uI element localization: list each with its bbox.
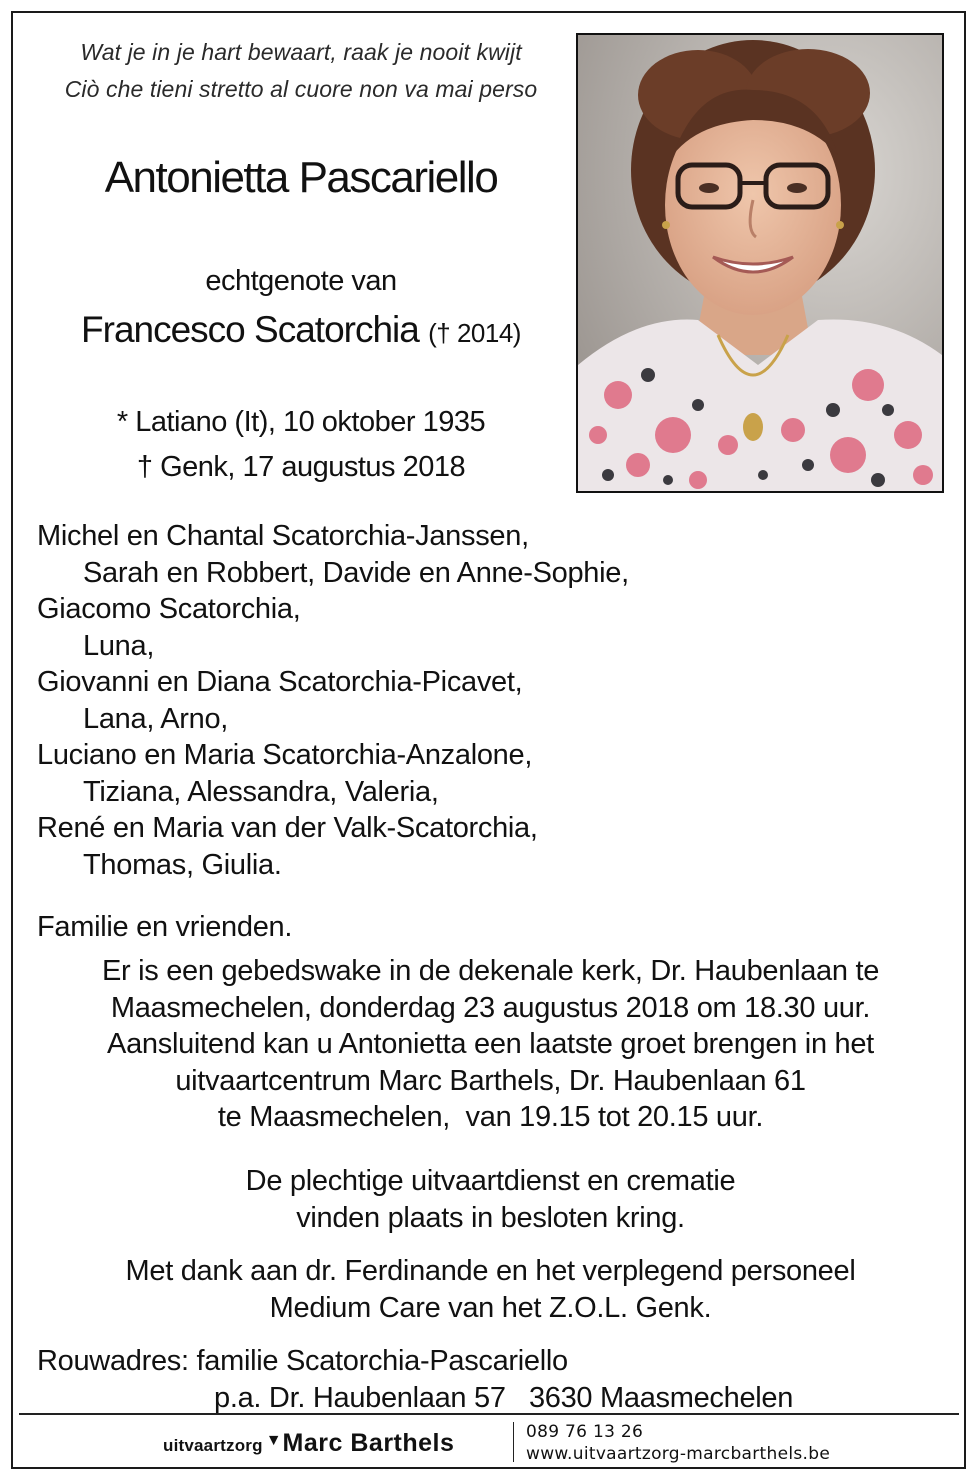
wake-line: te Maasmechelen, van 19.15 tot 20.15 uur. xyxy=(217,1101,764,1133)
phone-number: 089 76 13 26 xyxy=(526,1422,644,1442)
family-line: Giacomo Scatorchia, xyxy=(37,593,301,625)
friends-line: Familie en vrienden. xyxy=(37,911,293,943)
quote-dutch: Wat je in je hart bewaart, raak je nooit kwijt xyxy=(80,39,522,65)
portrait-photo xyxy=(576,33,944,493)
family-line: Luna, xyxy=(83,629,155,662)
service-line: vinden plaats in besloten kring. xyxy=(296,1201,685,1234)
death-info: † Genk, 17 augustus 2018 xyxy=(136,451,466,483)
portrait-photo-icon xyxy=(578,35,942,491)
thanks-line: Met dank aan dr. Ferdinande en het verplegend personeel xyxy=(125,1255,856,1287)
family-line: René en Maria van der Valk-Scatorchia, xyxy=(37,812,538,844)
footer-contact xyxy=(526,1421,830,1465)
wake-line: Maasmechelen, donderdag 23 augustus 2018 om 18.30 uur. xyxy=(110,991,871,1024)
obituary-card xyxy=(11,11,966,1469)
spouse-death-year: († 2014) xyxy=(428,318,521,348)
spouse-label: echtgenote van xyxy=(205,265,397,297)
wake-announcement xyxy=(13,953,966,1136)
funeral-home-logo xyxy=(163,1429,454,1458)
family-line: Thomas, Giulia. xyxy=(83,848,282,881)
family-line: Michel en Chantal Scatorchia-Janssen, xyxy=(37,520,529,552)
footer-divider xyxy=(19,1413,959,1415)
family-list xyxy=(37,518,937,883)
service-line: De plechtige uitvaartdienst en crematie xyxy=(245,1165,736,1197)
mourning-address xyxy=(37,1343,793,1416)
website-link[interactable]: www.uitvaartzorg-marcbarthels.be xyxy=(526,1444,831,1464)
footer-separator xyxy=(513,1422,514,1462)
family-line: Sarah en Robbert, Davide en Anne-Sophie, xyxy=(83,556,629,589)
birth-info: * Latiano (It), 10 oktober 1935 xyxy=(116,406,486,438)
address-line: p.a. Dr. Haubenlaan 57 3630 Maasmechelen xyxy=(214,1381,794,1414)
spouse-name: Francesco Scatorchia xyxy=(81,309,419,350)
address-line: Rouwadres: familie Scatorchia-Pascariello xyxy=(37,1345,568,1377)
family-line: Tiziana, Alessandra, Valeria, xyxy=(83,775,439,808)
brand-name: Marc Barthels xyxy=(282,1429,455,1457)
wake-line: Er is een gebedswake in de dekenale kerk, Dr. Haubenlaan te xyxy=(101,955,880,987)
thanks-line: Medium Care van het Z.O.L. Genk. xyxy=(269,1291,712,1324)
family-line: Luciano en Maria Scatorchia-Anzalone, xyxy=(37,739,533,771)
deceased-name: Antonietta Pascariello xyxy=(104,153,498,202)
thanks-message xyxy=(13,1253,966,1326)
quote-italian: Ciò che tieni stretto al cuore non va mai perso xyxy=(64,76,538,102)
brand-prefix: uitvaartzorg xyxy=(163,1436,263,1455)
wake-line: Aansluitend kan u Antonietta een laatste groet brengen in het xyxy=(107,1028,874,1060)
family-line: Giovanni en Diana Scatorchia-Picavet, xyxy=(37,666,523,698)
spouse-line xyxy=(21,309,581,351)
wake-line: uitvaartcentrum Marc Barthels, Dr. Haubenlaan 61 xyxy=(175,1064,806,1097)
service-announcement xyxy=(13,1163,966,1236)
family-line: Lana, Arno, xyxy=(83,702,229,735)
triangle-down-icon: ▼ xyxy=(265,1432,282,1449)
